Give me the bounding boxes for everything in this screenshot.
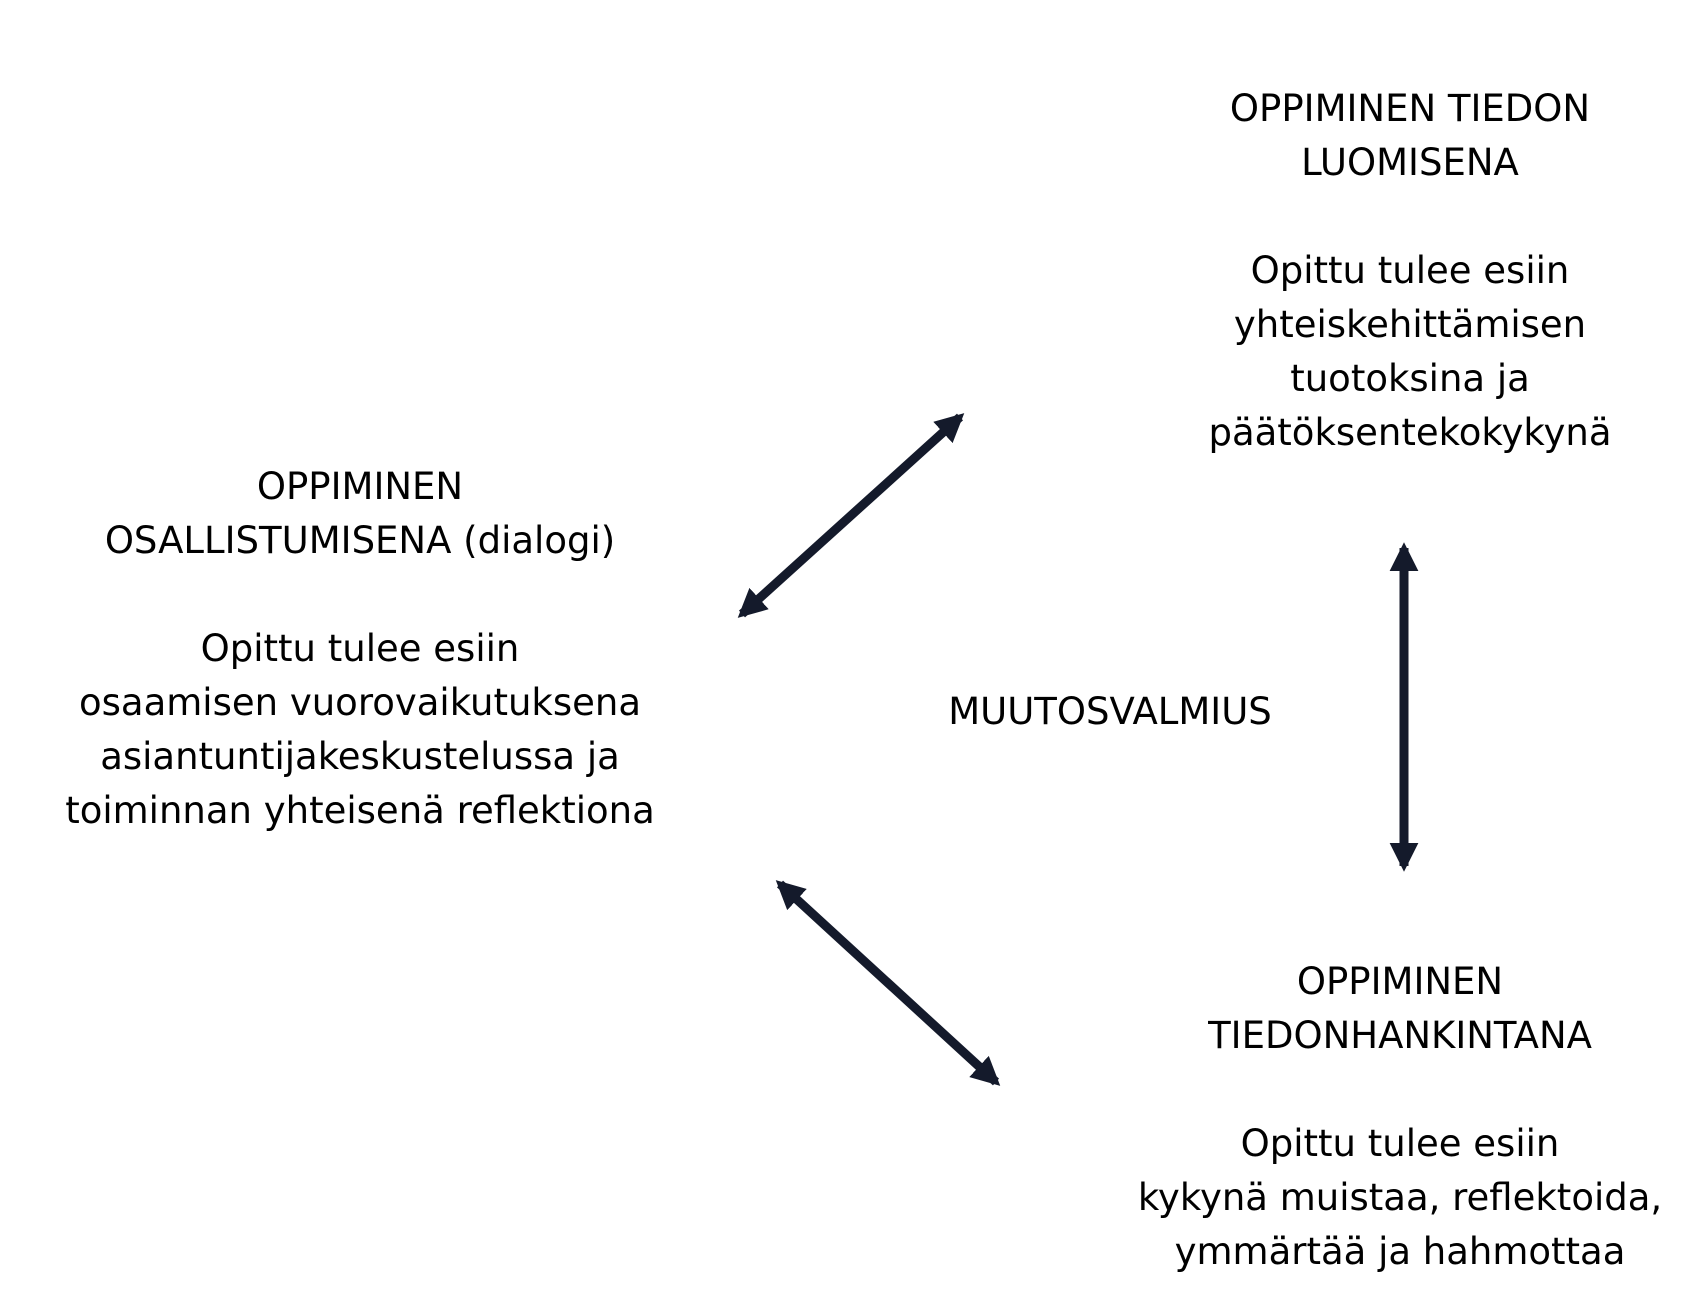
top-right-body-line-3: tuotoksina ja [1290,357,1530,400]
bottom-right-heading-line-2: TIEDONHANKINTANA [1208,1014,1592,1057]
left-heading-line-1: OPPIMINEN [256,465,464,508]
left-body-line-1: Opittu tulee esiin [200,627,520,670]
center-label-text: MUUTOSVALMIUS [948,690,1272,733]
bottom-right-heading-line-1: OPPIMINEN [1296,960,1504,1003]
top-right-body-line-4: päätöksentekokykynä [1208,411,1612,454]
top-right-heading-line-1: OPPIMINEN TIEDON [1229,87,1591,130]
bottom-right-body-line-2: kykynä muistaa, reflektoida, [1137,1176,1663,1219]
left-heading-line-2: OSALLISTUMISENA (dialogi) [104,519,616,562]
double-arrow-left-to-top-right [742,417,960,614]
left-body-line-3: asiantuntijakeskustelussa ja [100,735,620,778]
left-body-line-4: toiminnan yhteisenä reflektiona [65,789,655,832]
left-body-line-2: osaamisen vuorovaikutuksena [79,681,641,724]
bottom-right-body-line-3: ymmärtää ja hahmottaa [1174,1230,1626,1273]
top-right-body-line-2: yhteiskehittämisen [1233,303,1587,346]
top-right-heading-line-2: LUOMISENA [1301,141,1519,184]
top-right-body-line-1: Opittu tulee esiin [1250,249,1570,292]
bottom-right-body-line-1: Opittu tulee esiin [1240,1122,1560,1165]
double-arrow-left-to-bottom-right [780,884,996,1082]
